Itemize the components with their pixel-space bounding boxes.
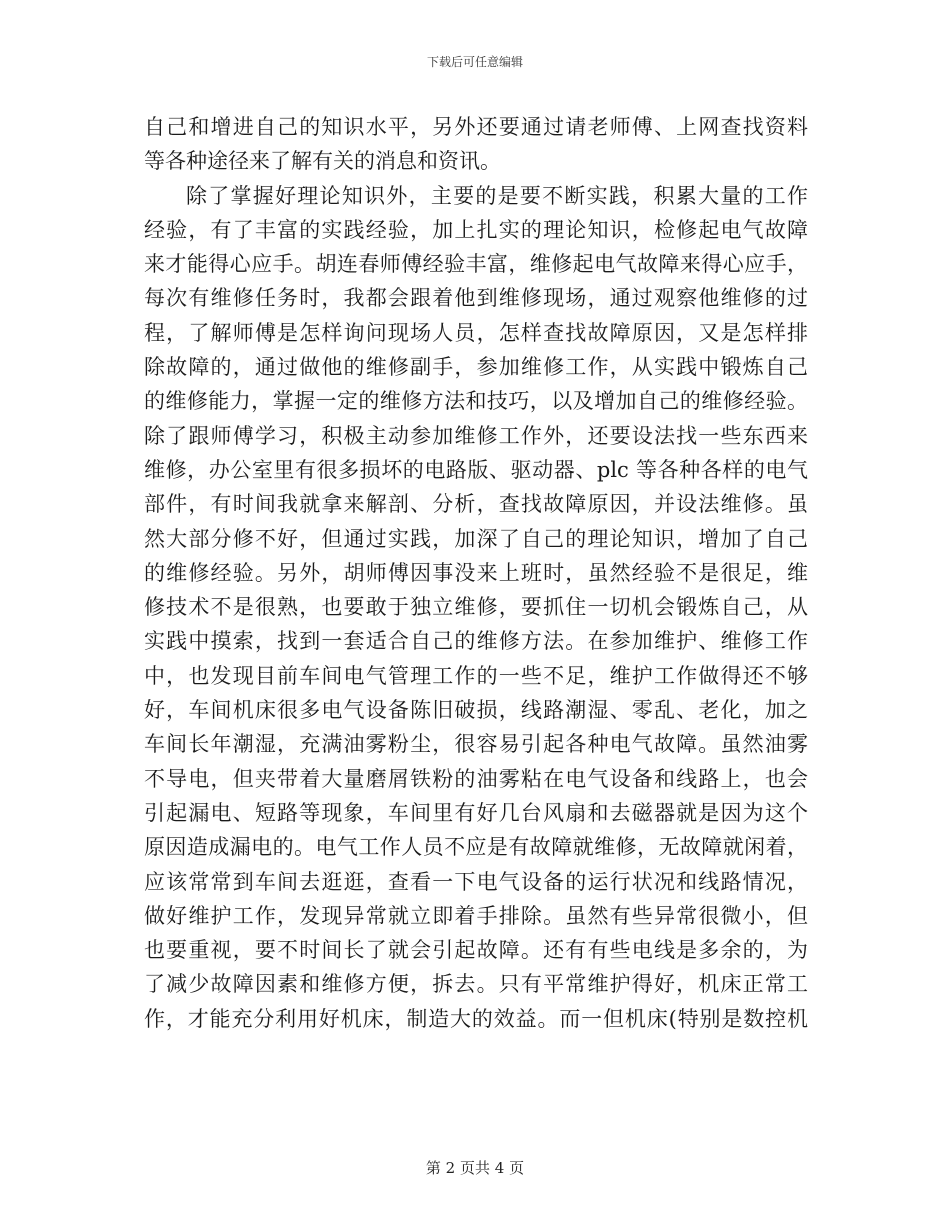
body-line: 部件，有时间我就拿来解剖、分析，查找故障原因，并设法维修。虽	[144, 492, 808, 517]
body-line: 自己和增进自己的知识水平，另外还要通过请老师傅、上网查找资料	[144, 115, 808, 139]
page-header: 下载后可任意编辑	[426, 55, 523, 69]
body-line: 了减少故障因素和维修方便，拆去。只有平常维护得好，机床正常工	[144, 972, 808, 997]
document-body	[144, 110, 808, 1036]
body-line: 的维修能力，掌握一定的维修方法和技巧，以及增加自己的维修经验。	[144, 389, 808, 414]
body-line: 修技术不是很熟，也要敢于独立维修，要抓住一切机会锻炼自己，从	[144, 595, 808, 620]
body-line: 引起漏电、短路等现象，车间里有好几台风扇和去磁器就是因为这个	[144, 800, 808, 825]
body-line: 应该常常到车间去逛逛，查看一下电气设备的运行状况和线路情况，	[144, 869, 808, 894]
body-line: 等各种途径来了解有关的消息和资讯。	[144, 149, 501, 174]
body-line: 维修，办公室里有很多损坏的电路版、驱动器、plc 等各种各样的电气	[144, 457, 808, 482]
body-line: 中，也发现目前车间电气管理工作的一些不足，维护工作做得还不够	[144, 663, 808, 688]
body-line: 做好维护工作，发现异常就立即着手排除。虽然有些异常很微小，但	[144, 903, 808, 928]
body-line: 原因造成漏电的。电气工作人员不应是有故障就维修，无故障就闲着，	[144, 835, 808, 860]
body-line: 也要重视，要不时间长了就会引起故障。还有有些电线是多余的，为	[144, 938, 808, 963]
body-line: 好，车间机床很多电气设备陈旧破损，线路潮湿、零乱、老化，加之	[144, 698, 808, 723]
body-line: 除了跟师傅学习，积极主动参加维修工作外，还要设法找一些东西来	[144, 423, 808, 448]
body-line: 每次有维修任务时，我都会跟着他到维修现场，通过观察他维修的过	[144, 286, 808, 311]
body-line: 然大部分修不好，但通过实践，加深了自己的理论知识，增加了自己	[144, 526, 808, 551]
body-line: 经验，有了丰富的实践经验，加上扎实的理论知识，检修起电气故障	[144, 217, 808, 242]
body-line: 除故障的，通过做他的维修副手，参加维修工作，从实践中锻炼自己	[144, 355, 808, 380]
body-line: 作，才能充分利用好机床，制造大的效益。而一但机床(特别是数控机	[144, 1006, 808, 1031]
body-line: 除了掌握好理论知识外，主要的是要不断实践，积累大量的工作	[186, 183, 808, 208]
body-line: 的维修经验。另外，胡师傅因事没来上班时，虽然经验不是很足，维	[144, 560, 808, 585]
body-line: 车间长年潮湿，充满油雾粉尘，很容易引起各种电气故障。虽然油雾	[144, 732, 808, 757]
body-line: 来才能得心应手。胡连春师傅经验丰富，维修起电气故障来得心应手，	[144, 252, 808, 277]
body-line: 不导电，但夹带着大量磨屑铁粉的油雾粘在电气设备和线路上，也会	[144, 766, 808, 791]
page-number-footer: 第 2 页共 4 页	[425, 1159, 525, 1177]
body-line: 实践中摸索，找到一套适合自己的维修方法。在参加维护、维修工作	[144, 629, 808, 654]
body-line: 程，了解师傅是怎样询问现场人员，怎样查找故障原因，又是怎样排	[144, 320, 808, 345]
